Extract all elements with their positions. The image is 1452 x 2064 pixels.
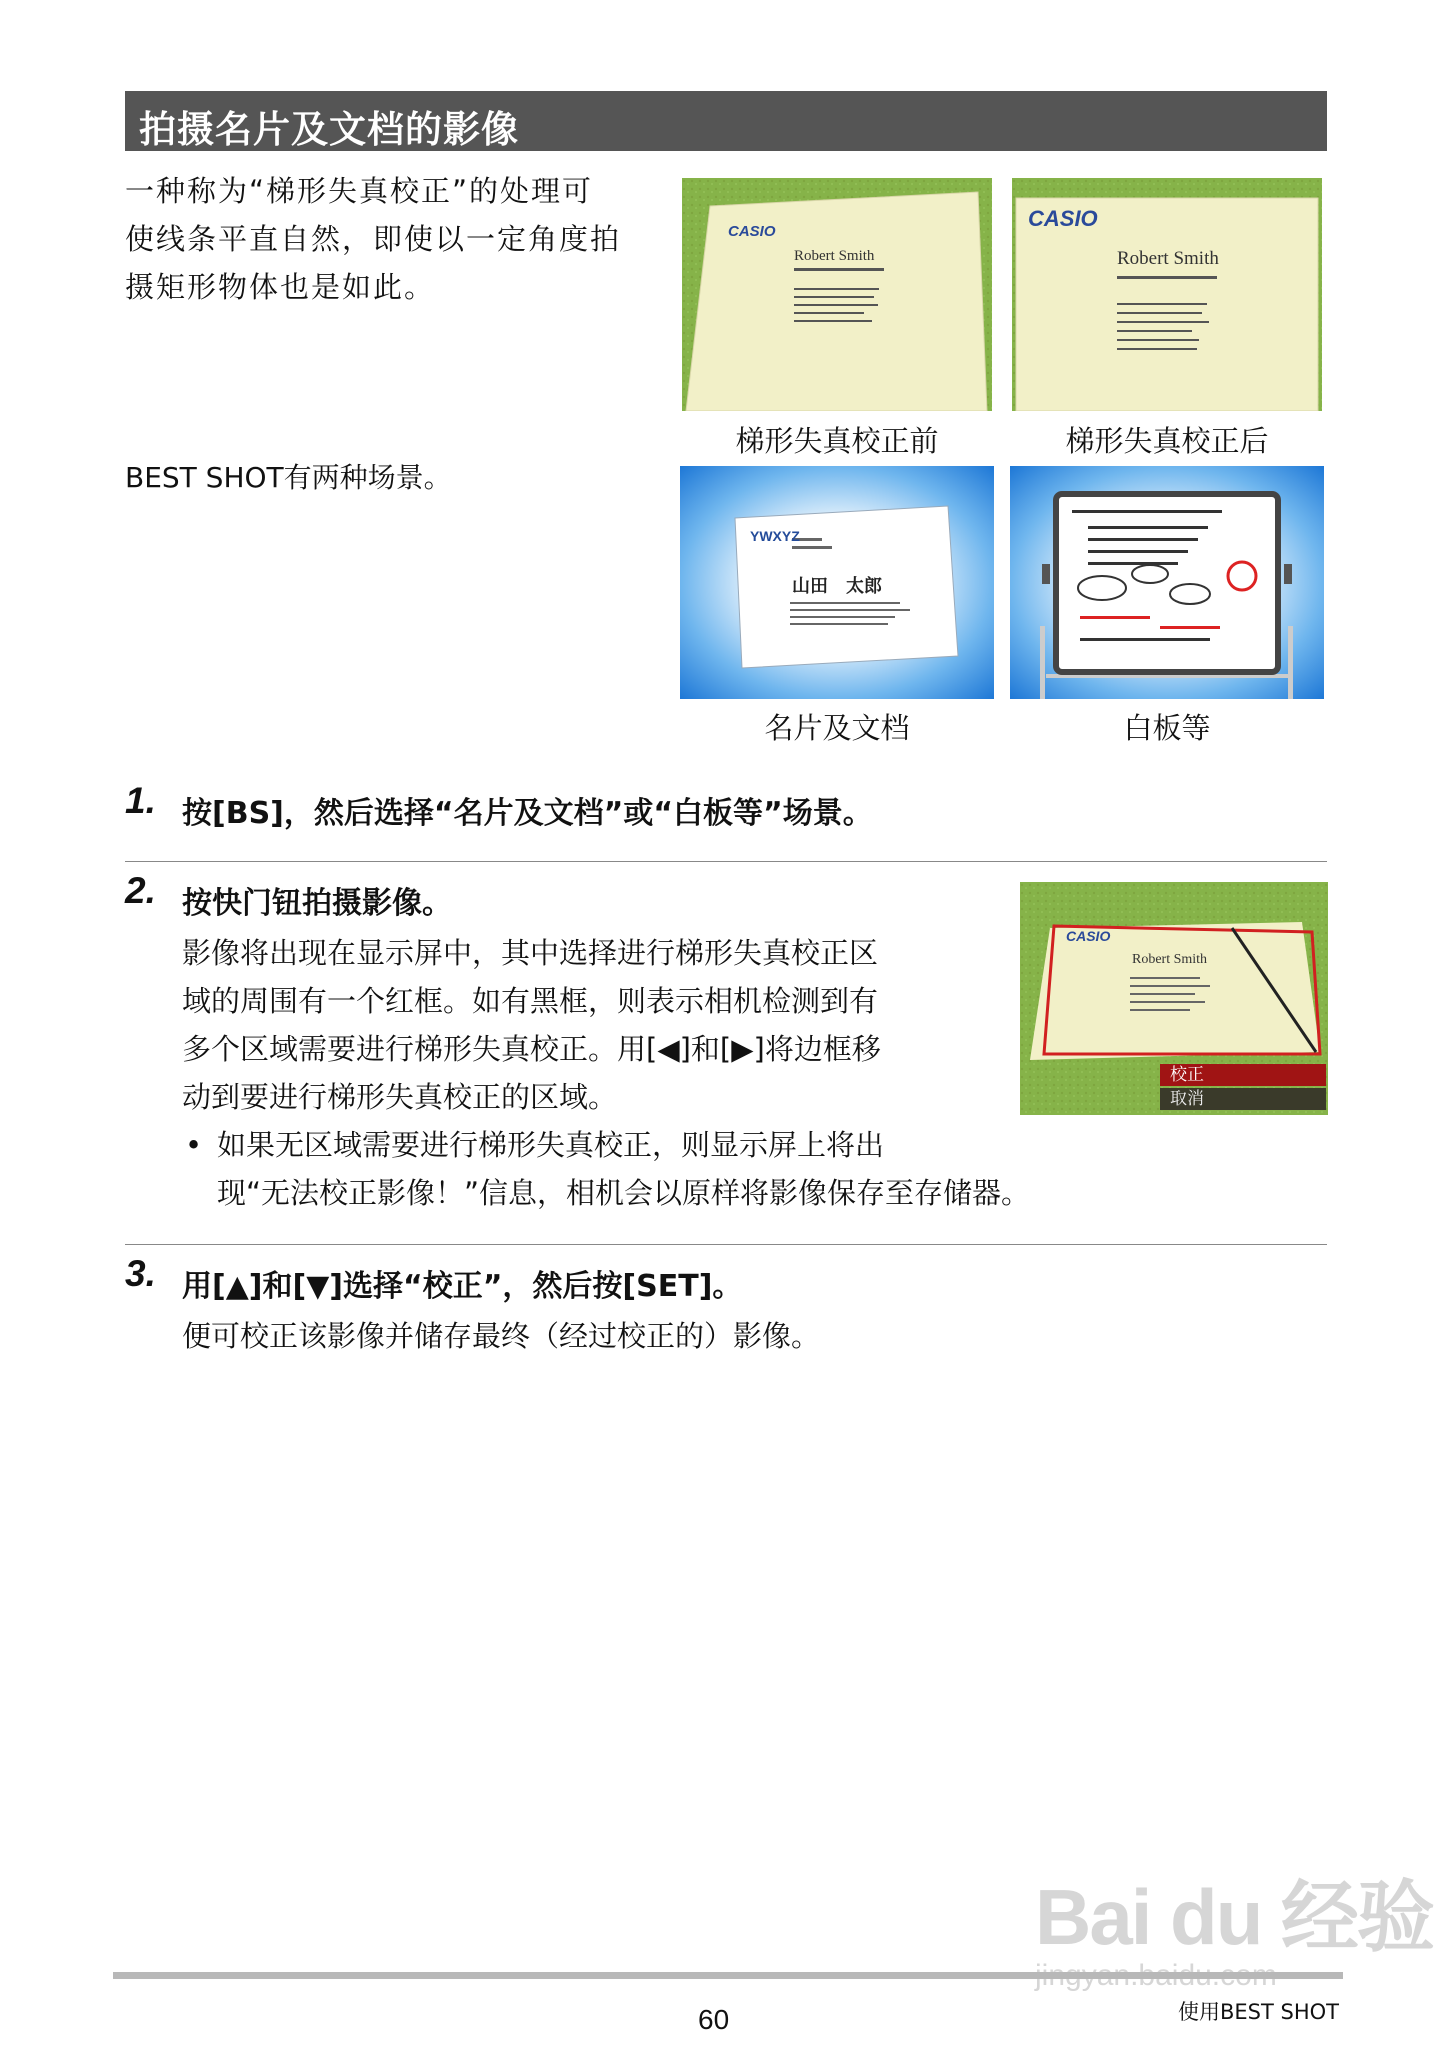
card-brand-logo: CASIO <box>728 223 776 240</box>
card-scene-photo <box>680 466 994 699</box>
body-line: 多个区域需要进行梯形失真校正。用[◀]和[▶]将边框移 <box>182 1032 881 1066</box>
step-heading: 用[▲]和[▼]选择“校正”，然后按[SET]。 <box>182 1269 743 1304</box>
step-number: 2. <box>125 870 156 911</box>
section-title: 拍摄名片及文档的影像 <box>139 108 519 151</box>
intro-paragraph <box>125 167 670 311</box>
card-brand-logo: CASIO <box>1066 928 1111 944</box>
menu-item-cancel[interactable]: 取消 <box>1160 1088 1326 1110</box>
body-line: 域的周围有一个红框。如有黑框，则表示相机检测到有 <box>182 984 879 1018</box>
bullet-line: 现“无法校正影像！”信息，相机会以原样将影像保存至存储器。 <box>217 1176 1031 1210</box>
footer-rule <box>113 1972 1343 1979</box>
camera-display-photo <box>1020 882 1328 1115</box>
section-title-bar <box>125 91 1327 151</box>
step-number: 1. <box>125 780 156 821</box>
bullet-text <box>217 1121 1297 1217</box>
doc-name: 山田 太郎 <box>792 576 882 597</box>
whiteboard-illustration <box>1010 466 1324 699</box>
watermark-main: Bai du 经验 <box>1035 1873 1434 1961</box>
bullet-marker: • <box>185 1128 203 1162</box>
whiteboard-scene-photo <box>1010 466 1324 699</box>
after-caption: 梯形失真校正后 <box>1065 424 1269 458</box>
step-number: 3. <box>125 1253 156 1294</box>
before-caption: 梯形失真校正前 <box>735 424 939 458</box>
menu-item-correct[interactable]: 校正 <box>1160 1064 1326 1086</box>
after-correction-photo <box>1012 178 1322 411</box>
intro-line: 一种称为“梯形失真校正”的处理可 <box>125 174 594 208</box>
scene-intro: BEST SHOT有两种场景。 <box>125 461 452 494</box>
body-line: 动到要进行梯形失真校正的区域。 <box>182 1080 618 1114</box>
skewed-card-illustration <box>682 178 992 411</box>
step-heading: 按快门钮拍摄影像。 <box>182 886 452 921</box>
before-correction-photo <box>682 178 992 411</box>
doc-brand-logo: YWXYZ <box>750 528 800 544</box>
document-caption: 名片及文档 <box>764 711 910 745</box>
step-body: 便可校正该影像并储存最终（经过校正的）影像。 <box>182 1319 821 1353</box>
bullet-line: 如果无区域需要进行梯形失真校正，则显示屏上将出 <box>217 1128 885 1162</box>
footer-section-label: 使用BEST SHOT <box>1178 2000 1339 2024</box>
body-line: 影像将出现在显示屏中，其中选择进行梯形失真校正区 <box>182 936 879 970</box>
whiteboard-caption: 白板等 <box>1123 711 1211 745</box>
intro-line: 使线条平直自然，即使以一定角度拍 <box>125 222 622 256</box>
card-name: Robert Smith <box>794 248 875 264</box>
card-brand-logo: CASIO <box>1028 206 1098 231</box>
divider <box>125 861 1327 862</box>
page-number: 60 <box>698 2004 730 2035</box>
card-name: Robert Smith <box>1117 248 1219 269</box>
divider <box>125 1244 1327 1245</box>
card-name: Robert Smith <box>1132 952 1208 967</box>
intro-line: 摄矩形物体也是如此。 <box>125 270 436 304</box>
step-heading: 按[BS]，然后选择“名片及文档”或“白板等”场景。 <box>182 796 873 831</box>
step-body <box>182 929 1002 1121</box>
